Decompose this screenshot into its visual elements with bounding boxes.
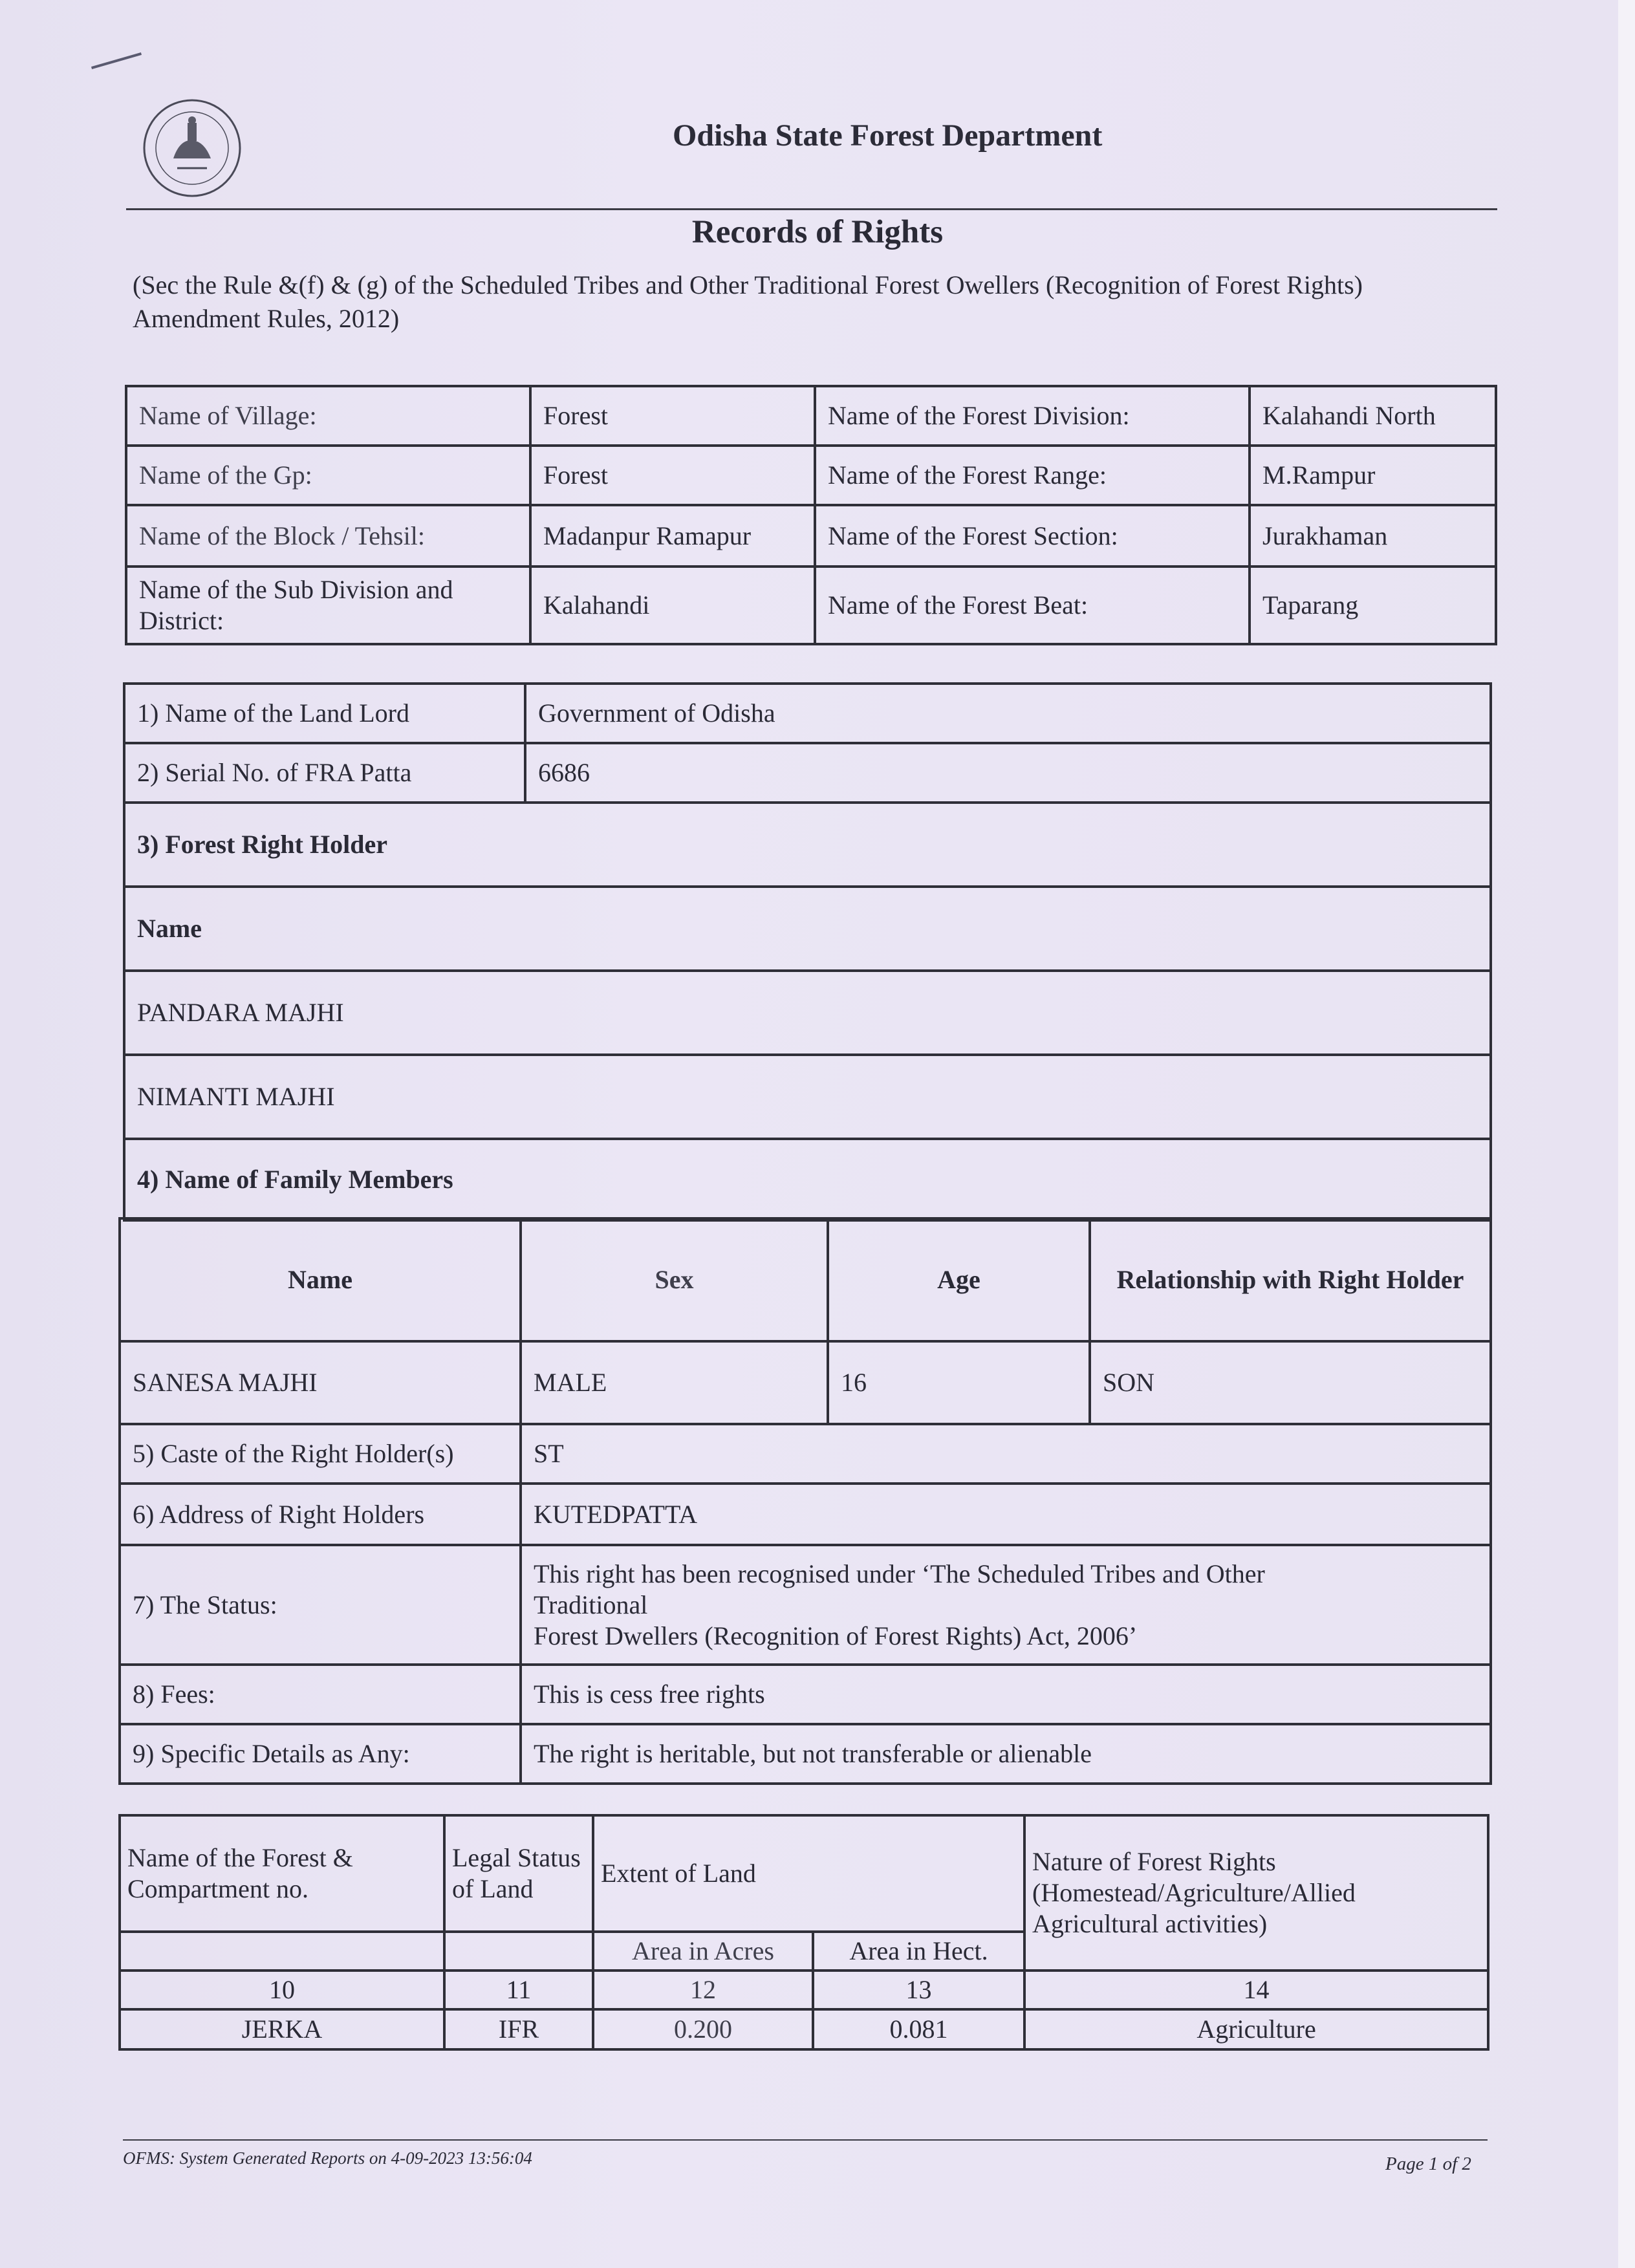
family-heading: 4) Name of Family Members	[124, 1139, 1491, 1220]
acres-header: Area in Acres	[593, 1932, 813, 1971]
family-header-relationship: Relationship with Right Holder	[1090, 1218, 1491, 1341]
serial-label: 2) Serial No. of FRA Patta	[124, 743, 525, 803]
land-table	[118, 1814, 1489, 2051]
nature-header: Nature of Forest Rights (Homestead/Agriculture/Allied Agricultural activities)	[1024, 1815, 1488, 1971]
range-value: M.Rampur	[1250, 446, 1496, 505]
family-header-age: Age	[828, 1218, 1090, 1341]
landlord-label: 1) Name of the Land Lord	[124, 684, 525, 743]
name-heading: Name	[124, 887, 1491, 971]
block-value: Madanpur Ramapur	[530, 505, 815, 567]
gp-value: Forest	[530, 446, 815, 505]
section-value: Jurakhaman	[1250, 505, 1496, 567]
village-value: Forest	[530, 386, 815, 446]
area-hect: 0.081	[813, 2009, 1024, 2049]
generated-note: OFMS: System Generated Reports on 4-09-2023 13:56:04	[123, 2148, 532, 2168]
holder-name-2: NIMANTI MAJHI	[124, 1055, 1491, 1139]
forest-name: JERKA	[120, 2009, 444, 2049]
beat-label: Name of the Forest Beat:	[815, 567, 1250, 644]
family-member-sex: MALE	[521, 1341, 828, 1424]
landlord-value: Government of Odisha	[525, 684, 1491, 743]
col-number-14: 14	[1024, 1971, 1488, 2009]
subdiv-value: Kalahandi	[530, 567, 815, 644]
odisha-emblem-icon	[141, 97, 243, 199]
rule-subtitle: (Sec the Rule &(f) & (g) of the Scheduled Tribes and Other Traditional Forest Owellers (Recognition of Forest Rights) Amendment Rules, 2012)	[133, 270, 1363, 333]
block-label: Name of the Block / Tehsil:	[126, 505, 530, 567]
address-label: 6) Address of Right Holders	[120, 1484, 521, 1545]
village-label: Name of Village:	[126, 386, 530, 446]
blank-cell	[444, 1932, 593, 1971]
status-line-3: Forest Dwellers (Recognition of Forest Rights) Act, 2006’	[534, 1621, 1138, 1650]
specific-label: 9) Specific Details as Any:	[120, 1724, 521, 1784]
division-label: Name of the Forest Division:	[815, 386, 1250, 446]
specific-value: The right is heritable, but not transferable or alienable	[521, 1724, 1491, 1784]
family-details-table	[118, 1217, 1492, 1785]
hect-header: Area in Hect.	[813, 1932, 1024, 1971]
record-table	[123, 682, 1492, 1222]
division-value: Kalahandi North	[1250, 386, 1496, 446]
family-member-age: 16	[828, 1341, 1090, 1424]
section-label: Name of the Forest Section:	[815, 505, 1250, 567]
nature-of-rights: Agriculture	[1024, 2009, 1488, 2049]
area-acres: 0.200	[593, 2009, 813, 2049]
legal-status-header: Legal Status of Land	[444, 1815, 593, 1932]
family-header-sex: Sex	[521, 1218, 828, 1341]
footer-divider	[123, 2139, 1488, 2141]
col-number-10: 10	[120, 1971, 444, 2009]
col-number-12: 12	[593, 1971, 813, 2009]
family-member-name: SANESA MAJHI	[120, 1341, 521, 1424]
forest-compartment-header: Name of the Forest & Compartment no.	[120, 1815, 444, 1932]
status-value	[521, 1545, 1491, 1665]
header-divider	[126, 208, 1497, 210]
beat-value: Taparang	[1250, 567, 1496, 644]
page-edge	[1618, 0, 1635, 2268]
fees-value: This is cess free rights	[521, 1665, 1491, 1724]
blank-cell	[120, 1932, 444, 1971]
caste-label: 5) Caste of the Right Holder(s)	[120, 1424, 521, 1484]
status-line-1: This right has been recognised under ‘The Scheduled Tribes and Other	[534, 1559, 1265, 1588]
holder-name-1: PANDARA MAJHI	[124, 971, 1491, 1055]
serial-value: 6686	[525, 743, 1491, 803]
department-title: Odisha State Forest Department	[673, 118, 1103, 153]
page-title: Records of Rights	[691, 214, 944, 250]
page-number: Page 1 of 2	[1385, 2154, 1471, 2174]
family-row	[120, 1341, 1491, 1424]
gp-label: Name of the Gp:	[126, 446, 530, 505]
land-row	[120, 2009, 1488, 2049]
fees-label: 8) Fees:	[120, 1665, 521, 1724]
family-member-relationship: SON	[1090, 1341, 1491, 1424]
caste-value: ST	[521, 1424, 1491, 1484]
status-line-2: Traditional	[534, 1590, 648, 1619]
range-label: Name of the Forest Range:	[815, 446, 1250, 505]
extent-header: Extent of Land	[593, 1815, 1024, 1932]
col-number-13: 13	[813, 1971, 1024, 2009]
subdiv-label: Name of the Sub Division and District:	[126, 567, 530, 644]
location-table	[125, 385, 1497, 645]
col-number-11: 11	[444, 1971, 593, 2009]
holder-heading: 3) Forest Right Holder	[124, 803, 1491, 887]
address-value: KUTEDPATTA	[521, 1484, 1491, 1545]
family-header-name: Name	[120, 1218, 521, 1341]
legal-status: IFR	[444, 2009, 593, 2049]
status-label: 7) The Status:	[120, 1545, 521, 1665]
